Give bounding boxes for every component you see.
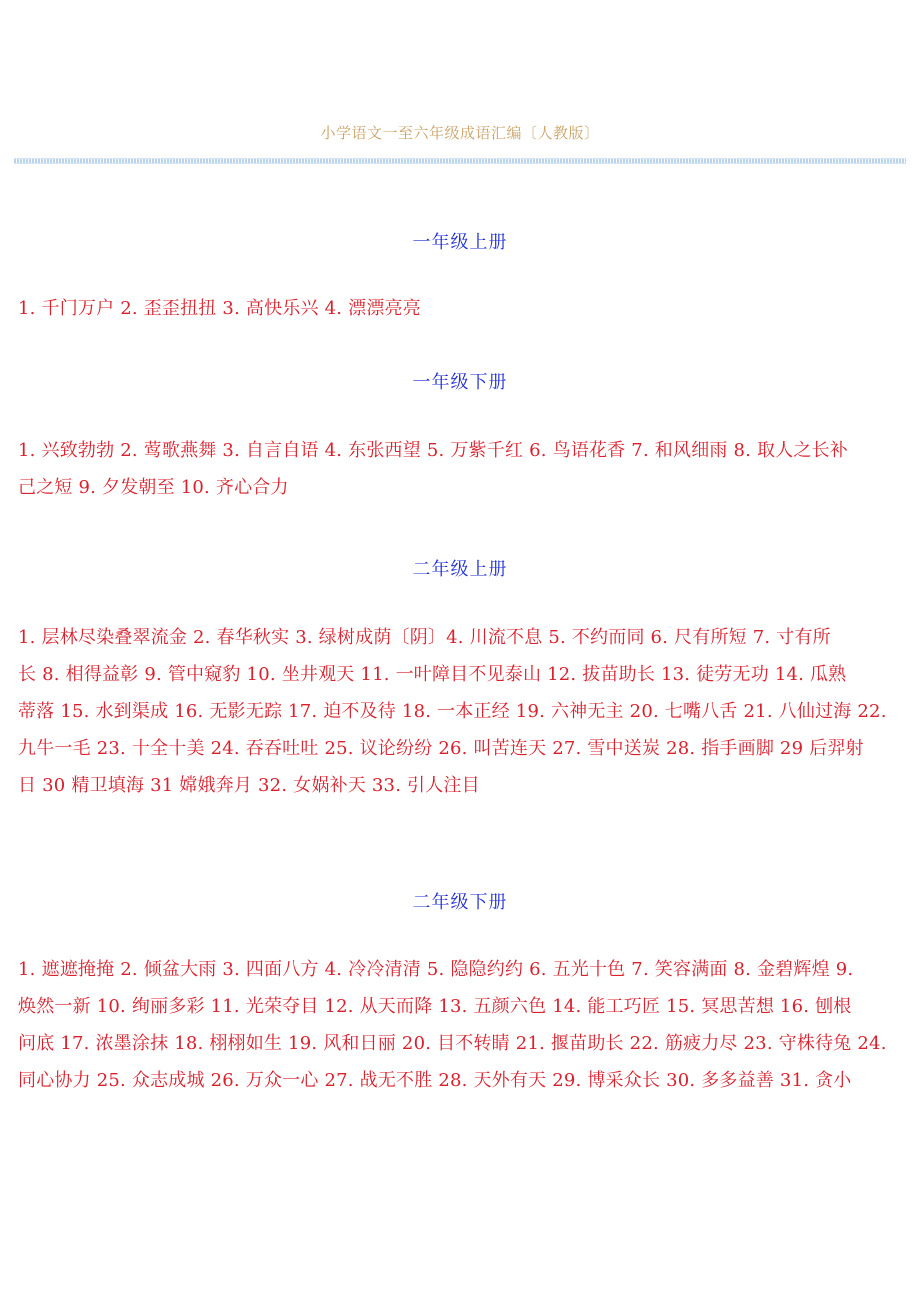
section-title-grade1-vol2: 一年级下册 bbox=[412, 372, 508, 393]
section-title-grade1-vol1: 一年级上册 bbox=[412, 232, 508, 253]
idiom-line: 1. 遮遮掩掩 2. 倾盆大雨 3. 四面八方 4. 冷冷清清 5. 隐隐约约 6. 五光十色 7. 笑容满面 8. 金碧辉煌 9. bbox=[18, 959, 854, 980]
idiom-line: 己之短 9. 夕发朝至 10. 齐心合力 bbox=[18, 477, 289, 498]
idiom-line: 焕然一新 10. 绚丽多彩 11. 光荣夺目 12. 从天而降 13. 五颜六色 14. 能工巧匠 15. 冥思苦想 16. 刨根 bbox=[18, 996, 852, 1017]
document-header-title: 小学语文一至六年级成语汇编〔人教版〕 bbox=[320, 124, 600, 142]
idiom-line: 1. 千门万户 2. 歪歪扭扭 3. 高快乐兴 4. 漂漂亮亮 bbox=[18, 298, 421, 319]
section-body-grade2-vol1 bbox=[18, 619, 908, 804]
section-body-grade1-vol1 bbox=[18, 290, 908, 327]
idiom-line: 1. 兴致勃勃 2. 莺歌燕舞 3. 自言自语 4. 东张西望 5. 万紫千红 6. 鸟语花香 7. 和风细雨 8. 取人之长补 bbox=[18, 440, 849, 461]
idiom-line: 问底 17. 浓墨涂抹 18. 栩栩如生 19. 风和日丽 20. 目不转睛 21. 揠苗助长 22. 筋疲力尽 23. 守株待兔 24. bbox=[18, 1033, 887, 1054]
section-title-grade2-vol1: 二年级上册 bbox=[412, 559, 508, 580]
section-title-grade2-vol2: 二年级下册 bbox=[412, 892, 508, 913]
idiom-line: 1. 层林尽染叠翠流金 2. 春华秋实 3. 绿树成荫〔阴〕4. 川流不息 5. 不约而同 6. 尺有所短 7. 寸有所 bbox=[18, 627, 831, 648]
idiom-line: 同心协力 25. 众志成城 26. 万众一心 27. 战无不胜 28. 天外有天 29. 博采众长 30. 多多益善 31. 贪小 bbox=[18, 1070, 852, 1091]
section-body-grade2-vol2 bbox=[18, 951, 908, 1099]
section-body-grade1-vol2 bbox=[18, 432, 908, 506]
idiom-line: 长 8. 相得益彰 9. 管中窥豹 10. 坐井观天 11. 一叶障目不见泰山 12. 拔苗助长 13. 徒劳无功 14. 瓜熟 bbox=[18, 664, 847, 685]
idiom-line: 蒂落 15. 水到渠成 16. 无影无踪 17. 迫不及待 18. 一本正经 19. 六神无主 20. 七嘴八舌 21. 八仙过海 22. bbox=[18, 701, 887, 722]
header-divider bbox=[14, 158, 906, 164]
idiom-line: 日 30 精卫填海 31 嫦娥奔月 32. 女娲补天 33. 引人注目 bbox=[18, 775, 480, 796]
idiom-line: 九牛一毛 23. 十全十美 24. 吞吞吐吐 25. 议论纷纷 26. 叫苦连天 27. 雪中送炭 28. 指手画脚 29 后羿射 bbox=[18, 738, 864, 759]
